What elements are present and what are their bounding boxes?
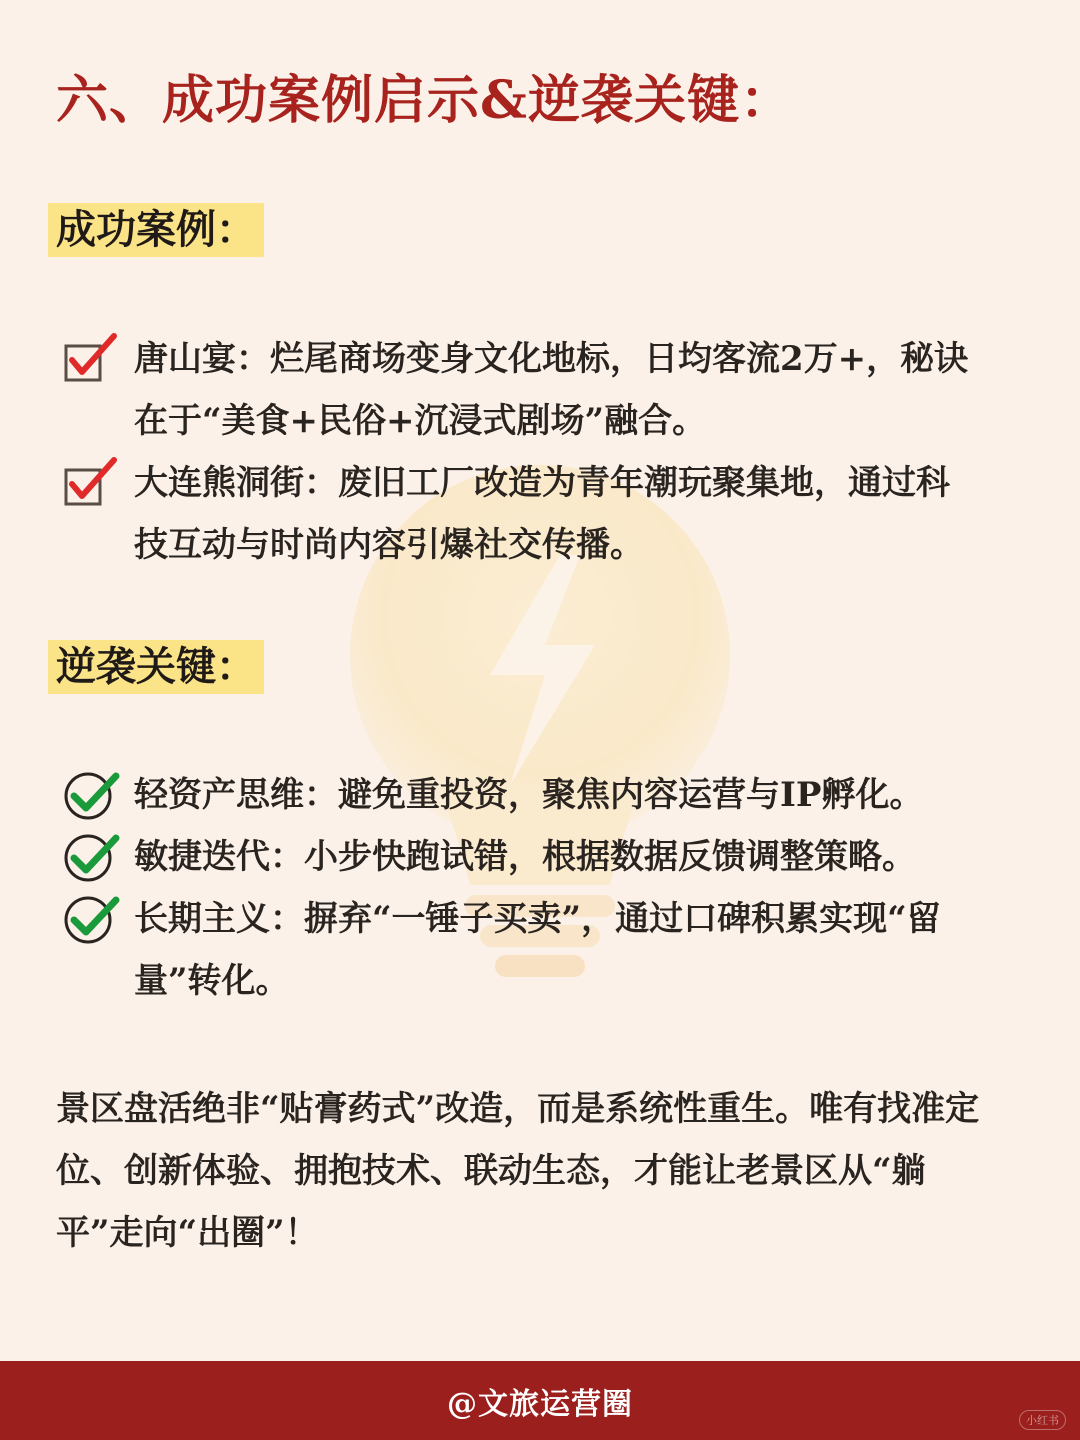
corner-watermark: 小红书 [1019, 1410, 1066, 1430]
comeback-key-text: 轻资产思维：避免重投资，聚焦内容运营与IP孵化。 [134, 775, 924, 815]
green-check-circle-icon [62, 768, 120, 822]
list-item [62, 888, 992, 1012]
comeback-key-text: 长期主义：摒弃“一锤子买卖”，通过口碑积累实现“留量”转化。 [134, 899, 941, 1001]
list-item [62, 452, 992, 576]
red-checkbox-icon [62, 332, 120, 386]
list-item [62, 764, 992, 826]
closing-paragraph: 景区盘活绝非“贴膏药式”改造，而是系统性重生。唯有找准定位、创新体验、拥抱技术、联动生态，才能让老景区从“躺平”走向“出圈”！ [56, 1089, 980, 1253]
section-heading-comeback-keys: 逆袭关键： [48, 640, 264, 694]
success-case-text: 大连熊洞街：废旧工厂改造为青年潮玩聚集地，通过科技互动与时尚内容引爆社交传播。 [134, 463, 950, 565]
green-check-circle-icon [62, 892, 120, 946]
comeback-keys-list [62, 764, 992, 1012]
red-checkbox-icon [62, 456, 120, 510]
footer-handle[interactable]: @文旅运营圈 [447, 1386, 633, 1422]
section-heading-success-cases: 成功案例： [48, 203, 264, 257]
green-check-circle-icon [62, 830, 120, 884]
comeback-key-text: 敏捷迭代：小步快跑试错，根据数据反馈调整策略。 [134, 837, 916, 877]
page-title: 六、成功案例启示&逆袭关键： [56, 70, 793, 131]
success-cases-list [62, 328, 992, 576]
success-case-text: 唐山宴：烂尾商场变身文化地标，日均客流2万+，秘诀在于“美食+民俗+沉浸式剧场”融合。 [134, 339, 969, 441]
list-item [62, 826, 992, 888]
footer-bar [0, 1361, 1080, 1440]
list-item [62, 328, 992, 452]
